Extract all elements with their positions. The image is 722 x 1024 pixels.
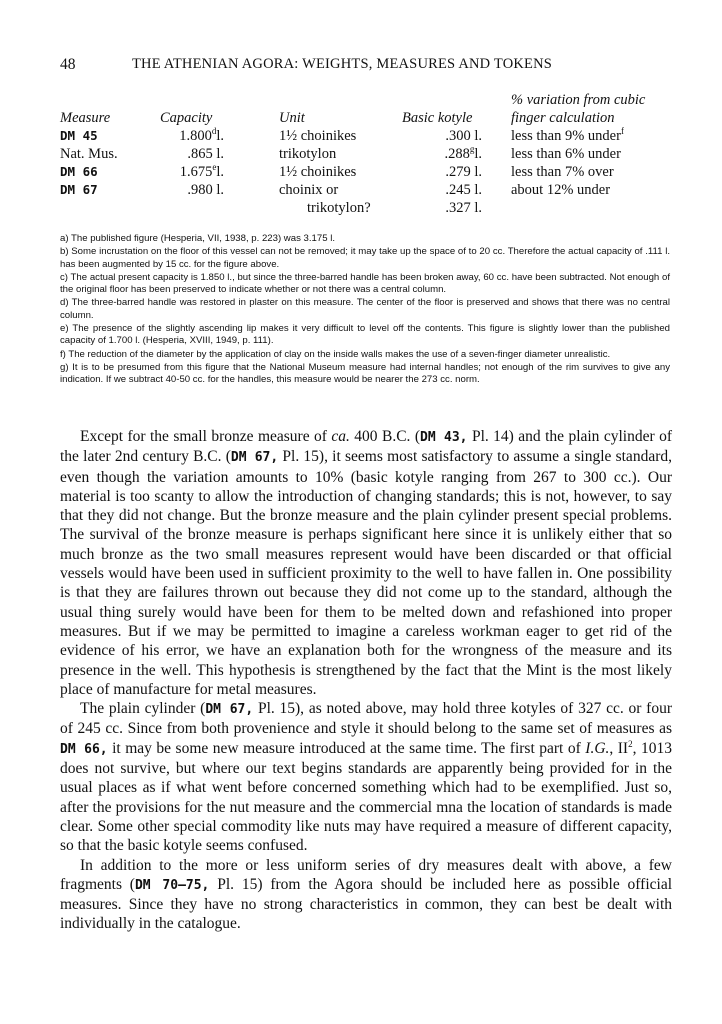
table-row bbox=[60, 182, 680, 200]
unit-cell: trikotylon bbox=[279, 146, 337, 162]
kotyle-cell: .279 l. bbox=[445, 164, 482, 180]
page-number: 48 bbox=[60, 56, 76, 73]
measure-cell: DM 67 bbox=[60, 182, 98, 197]
unit-cell: choinix or bbox=[279, 182, 339, 198]
variation-cell: about 12% under bbox=[511, 182, 611, 198]
header-unit: Unit bbox=[279, 110, 305, 126]
measure-cell: DM 66 bbox=[60, 164, 98, 179]
table-row bbox=[60, 146, 680, 164]
capacity-table bbox=[60, 92, 680, 218]
running-head bbox=[60, 56, 670, 78]
table-row bbox=[60, 164, 680, 182]
header-capacity: Capacity bbox=[160, 110, 213, 126]
header-variation-line2: finger calculation bbox=[511, 110, 615, 126]
capacity-cell: 1.800$^d$l. bbox=[179, 126, 224, 144]
unit-cell: 1½ choinikes bbox=[279, 128, 357, 144]
kotyle-cell: .300 l. bbox=[445, 128, 482, 144]
header-basic-kotyle: Basic kotyle bbox=[402, 110, 473, 126]
kotyle-cell: .327 l. bbox=[445, 200, 482, 216]
catalogue-ref: DM 43, bbox=[420, 430, 468, 445]
footnote-d: d) The three-barred handle was restored in plaster on this measure. The center of the floor is preserved and shows that there was no central column. bbox=[60, 297, 670, 321]
body-paragraph: Except for the small bronze measure of ca. 400 B.C. (DM 43, Pl. 14) and the plain cylinder of the later 2nd century B.C. (DM 67, Pl. 15), it seems most satisfactory to assume a single standard, even though the variation amounts to 10% (basic kotyle ranging from 267 to 300 cc.). Our material is too scanty to allow the introduction of changing standards; this is not, however, to say that they did not change. But the bronze measure and the plain cylinder present special problems. The survival of the bronze measure is perhaps significant here since it is unlikely either that so much bronze as the two small measures represent would have been discarded or that official vessels would have been used in sufficient proximity to the well to have fallen in. One possibility is that they are failures thrown out because they did not come up to the standard, although the usual thing surely would have been for them to be melted down and refashioned into proper measures. But if we may be permitted to imagine a careless workman eager to get rid of the evidence of his error, we have an explanation both for the wrongness of the measure and its presence in the well. This hypothesis is strengthened by the fact that the Mint is the most likely place of manufacture for metal measures. bbox=[60, 428, 672, 698]
catalogue-ref: DM 70–75, bbox=[134, 877, 210, 893]
table-row bbox=[60, 128, 680, 146]
footnote-f: f) The reduction of the diameter by the application of clay on the inside walls makes the use of a seven-finger diameter unrealistic. bbox=[60, 348, 611, 360]
measure-cell: DM 45 bbox=[60, 128, 98, 143]
body-paragraph: In addition to the more or less uniform series of dry measures dealt with above, a few fragments (DM 70–75, Pl. 15) from the Agora should be included here as possible official measures. Since they have no strong characteristics in common, they can best be dealt with individually in the catalogue. bbox=[60, 856, 673, 933]
variation-cell: less than 6% under bbox=[511, 146, 621, 162]
kotyle-cell: .288$^g$l. bbox=[444, 144, 482, 162]
catalogue-ref: DM 66, bbox=[60, 741, 108, 757]
capacity-cell: .865 l. bbox=[187, 146, 224, 162]
unit-cell: trikotylon? bbox=[307, 200, 371, 216]
footnote-a: a) The published figure (Hesperia, VII, 1938, p. 223) was 3.175 l. bbox=[60, 233, 336, 244]
catalogue-ref: DM 67, bbox=[230, 450, 279, 466]
variation-cell: less than 9% under$^f$ bbox=[511, 126, 624, 144]
header-measure: Measure bbox=[60, 110, 111, 126]
unit-cell: 1½ choinikes bbox=[279, 164, 357, 180]
footnote-b: b) Some incrustation on the floor of this vessel can not be removed; it may take up the space of to 20 cc. Therefore the actual capacity of .111 l. has been augmented by 15 cc. for the figure above. bbox=[60, 246, 670, 270]
capacity-cell: 1.675el. bbox=[179, 162, 224, 180]
body-paragraph: The plain cylinder (DM 67, Pl. 15), as noted above, may hold three kotyles of 327 cc. or four of 245 cc. Since from both provenience and style it should belong to the same set of measures as DM 66, it may be some new measure introduced at the same time. The first part of I.G., $II^2$, 1013 does not survive, but where our text begins standards are apparently being provided for in the usual places as if what went before concerned something which had to be exemplified. Just so, after the provisions for the nut measure and the commercial mna the location of standards is made clear. Some other special commodity like nuts may have required a measure of different capacity, so that the basic kotyle seems confused. bbox=[60, 700, 672, 855]
body-text bbox=[60, 427, 672, 934]
footnote-c: c) The actual present capacity is 1.850 l., but since the three-barred handle has been broken away, 60 cc. have been subtracted. Not enough of the original floor has been preserved to indicate whether or not there was a central column. bbox=[60, 271, 670, 296]
table-row bbox=[60, 200, 680, 218]
table-header-row bbox=[60, 92, 680, 128]
header-variation bbox=[511, 91, 645, 127]
running-title: THE ATHENIAN AGORA: WEIGHTS, MEASURES AND TOKENS bbox=[132, 56, 553, 72]
header-variation-line1: % variation from cubic bbox=[511, 92, 646, 108]
catalogue-ref: DM 67, bbox=[205, 702, 254, 718]
kotyle-cell: .245 l. bbox=[445, 182, 482, 198]
capacity-cell: .980 l. bbox=[187, 182, 224, 198]
measure-cell: Nat. Mus. bbox=[60, 146, 118, 162]
footnote-g: g) It is to be presumed from this figure that the National Museum measure had internal handles; not enough of the rim survives to give any indication. If we subtract 40-50 cc. for the handles, this measure would be nearer the 273 cc. norm. bbox=[60, 361, 670, 386]
table-footnotes bbox=[60, 233, 670, 387]
footnote-e: e) The presence of the slightly ascending lip makes it very difficult to level off the contents. This figure is slightly lower than the published capacity of 1.700 l. (Hesperia, XVIII, 1949, p. 111). bbox=[60, 323, 670, 347]
variation-cell: less than 7% over bbox=[511, 164, 614, 180]
